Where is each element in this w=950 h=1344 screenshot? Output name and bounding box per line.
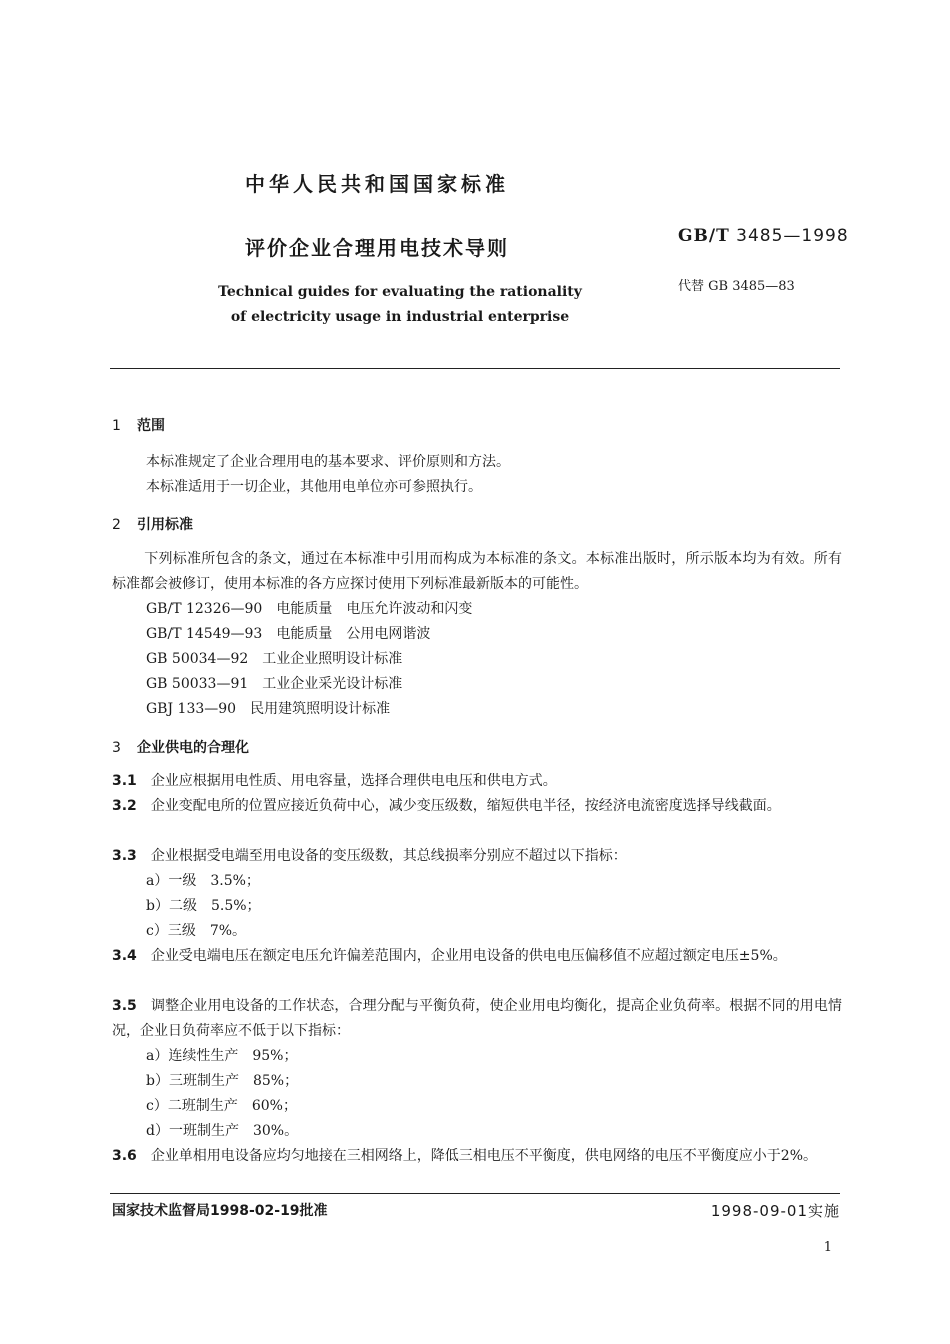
- clause-3-5: [112, 994, 842, 1044]
- clause-3-3: [112, 844, 842, 869]
- section-title: 引用标准: [137, 517, 193, 533]
- clause-text: 企业变配电所的位置应接近负荷中心，减少变压级数，缩短供电半径，按经济电流密度选择导线截面。: [150, 798, 781, 814]
- section-number: 1: [112, 418, 121, 434]
- replaces-standard: 代替 GB 3485—83: [678, 279, 795, 294]
- document-title-en-line2: of electricity usage in industrial enterprise: [230, 309, 570, 325]
- section-1-paragraph-2: 本标准适用于一切企业，其他用电单位亦可参照执行。: [146, 479, 482, 495]
- reference-item: GB/T 14549—93 电能质量 公用电网谐波: [146, 626, 431, 642]
- approval-info: 国家技术监督局1998-02-19批准: [112, 1203, 328, 1219]
- page-number: 1: [823, 1240, 832, 1255]
- clause-number: 3.3: [112, 848, 137, 864]
- clause-text: 企业根据受电端至用电设备的变压级数，其总线损率分别应不超过以下指标：: [150, 848, 627, 864]
- section-title: 范围: [137, 418, 165, 434]
- section-number: 2: [112, 517, 121, 533]
- clause-number: 3.6: [112, 1148, 137, 1164]
- footer-divider: [110, 1193, 840, 1194]
- list-item: b）二级 5.5%；: [146, 898, 261, 914]
- section-2-heading: [112, 514, 193, 534]
- clause-3-2: [112, 794, 842, 819]
- section-title: 企业供电的合理化: [137, 740, 249, 756]
- reference-item: GB 50033—91 工业企业采光设计标准: [146, 676, 403, 692]
- reference-item: GBJ 133—90 民用建筑照明设计标准: [146, 701, 391, 717]
- clause-3-6: [112, 1144, 842, 1169]
- document-title-cn: 评价企业合理用电技术导则: [245, 236, 509, 260]
- section-1-heading: [112, 415, 165, 435]
- national-standard-heading: 中华人民共和国国家标准: [245, 172, 509, 196]
- clause-text: 企业单相用电设备应均匀地接在三相网络上，降低三相电压不平衡度，供电网络的电压不平衡度应小于2%。: [150, 1148, 818, 1164]
- reference-item: GB 50034—92 工业企业照明设计标准: [146, 651, 403, 667]
- clause-number: 3.1: [112, 773, 137, 789]
- clause-number: 3.5: [112, 998, 137, 1014]
- section-number: 3: [112, 740, 121, 756]
- clause-3-1: [112, 769, 842, 794]
- standard-prefix: GB/T: [678, 226, 730, 246]
- document-title-en-line1: Technical guides for evaluating the rationality: [218, 284, 582, 300]
- header-divider: [110, 368, 840, 369]
- section-2-paragraph-text: 下列标准所包含的条文，通过在本标准中引用而构成为本标准的条文。本标准出版时，所示版本均为有效。所有标准都会被修订，使用本标准的各方应探讨使用下列标准最新版本的可能性。: [112, 551, 842, 592]
- list-item: c）二班制生产 60%；: [146, 1098, 297, 1114]
- clause-text: 调整企业用电设备的工作状态，合理分配与平衡负荷，使企业用电均衡化，提高企业负荷率。根据不同的用电情况，企业日负荷率应不低于以下指标：: [112, 998, 843, 1039]
- clause-text: 企业受电端电压在额定电压允许偏差范围内，企业用电设备的供电电压偏移值不应超过额定电压±5%。: [150, 948, 787, 964]
- section-2-paragraph: [112, 547, 842, 597]
- list-item: a）一级 3.5%；: [146, 873, 260, 889]
- clause-text: 企业应根据用电性质、用电容量，选择合理供电电压和供电方式。: [150, 773, 557, 789]
- standard-code: [678, 226, 849, 246]
- section-1-paragraph-1: 本标准规定了企业合理用电的基本要求、评价原则和方法。: [146, 454, 510, 470]
- list-item: d）一班制生产 30%。: [146, 1123, 299, 1139]
- section-3-heading: [112, 737, 249, 757]
- clause-number: 3.4: [112, 948, 137, 964]
- clause-number: 3.2: [112, 798, 137, 814]
- effective-date: 1998-09-01实施: [710, 1202, 840, 1220]
- list-item: b）三班制生产 85%；: [146, 1073, 299, 1089]
- clause-3-4: [112, 944, 842, 969]
- list-item: a）连续性生产 95%；: [146, 1048, 298, 1064]
- list-item: c）三级 7%。: [146, 923, 247, 939]
- reference-item: GB/T 12326—90 电能质量 电压允许波动和闪变: [146, 601, 473, 617]
- standard-number: 3485—1998: [736, 226, 849, 246]
